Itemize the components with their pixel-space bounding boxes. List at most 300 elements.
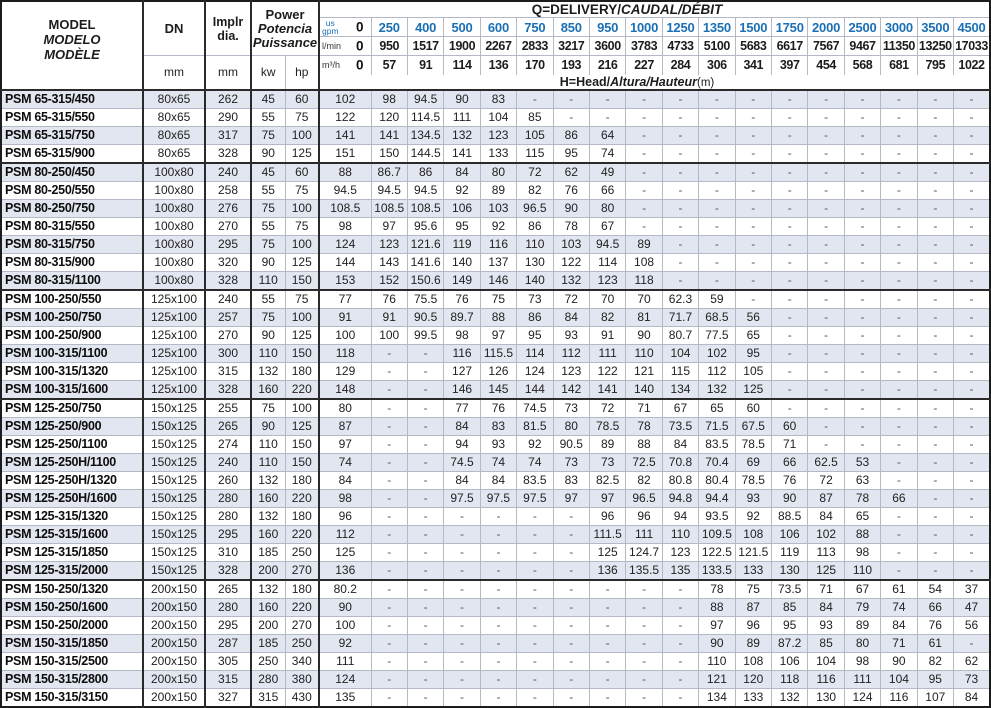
head-value-cell: 116 bbox=[808, 670, 844, 688]
lmin-flow-value: 13250 bbox=[917, 37, 953, 56]
head-value-cell: 78 bbox=[553, 217, 589, 235]
head-value-cell: 78 bbox=[844, 489, 880, 507]
m3h-zero-value: 0 bbox=[356, 57, 364, 73]
head-value-cell: - bbox=[735, 90, 771, 109]
power-kw-cell: 200 bbox=[251, 616, 285, 634]
head-value-cell: 144 bbox=[517, 380, 553, 399]
power-column-header bbox=[251, 1, 319, 56]
pump-row bbox=[1, 362, 990, 380]
lmin-flow-value: 5100 bbox=[699, 37, 735, 56]
pump-row bbox=[1, 399, 990, 418]
impeller-dia-cell: 305 bbox=[205, 652, 251, 670]
head-value-cell: - bbox=[371, 507, 407, 525]
head-value-cell: 93 bbox=[480, 435, 516, 453]
power-kw-cell: 160 bbox=[251, 598, 285, 616]
head-value-cell: 86.7 bbox=[371, 163, 407, 182]
head-value-cell: - bbox=[444, 688, 480, 707]
head-value-cell: 126 bbox=[480, 362, 516, 380]
head-value-cell: 80.7 bbox=[662, 326, 698, 344]
head-value-cell: - bbox=[371, 670, 407, 688]
head-value-cell: - bbox=[954, 235, 990, 253]
power-kw-cell: 75 bbox=[251, 126, 285, 144]
power-hp-cell: 75 bbox=[285, 217, 319, 235]
head-value-cell: 106 bbox=[444, 199, 480, 217]
dn-cell: 150x125 bbox=[143, 561, 205, 580]
head-value-cell: - bbox=[699, 235, 735, 253]
head-value-cell: 144.5 bbox=[407, 144, 443, 163]
head-value-cell: 49 bbox=[589, 163, 625, 182]
head-value-cell: - bbox=[735, 253, 771, 271]
head-value-cell: 94.5 bbox=[407, 181, 443, 199]
head-value-cell: 122 bbox=[319, 108, 371, 126]
impeller-dia-cell: 240 bbox=[205, 453, 251, 471]
head-value-cell: 92 bbox=[517, 435, 553, 453]
head-value-cell: - bbox=[626, 217, 662, 235]
head-value-cell: - bbox=[444, 525, 480, 543]
head-value-cell: 94 bbox=[662, 507, 698, 525]
impeller-dia-cell: 287 bbox=[205, 634, 251, 652]
head-value-cell: - bbox=[808, 253, 844, 271]
model-name-cell: PSM 80-250/450 bbox=[1, 163, 143, 182]
head-value-cell: - bbox=[917, 308, 953, 326]
head-value-cell: 90 bbox=[319, 598, 371, 616]
head-value-cell: - bbox=[662, 616, 698, 634]
power-hp-cell: 180 bbox=[285, 580, 319, 599]
model-name-cell: PSM 100-315/1100 bbox=[1, 344, 143, 362]
dn-cell: 150x125 bbox=[143, 471, 205, 489]
dn-cell: 100x80 bbox=[143, 271, 205, 290]
head-value-cell: 84 bbox=[319, 471, 371, 489]
head-value-cell: 76 bbox=[480, 399, 516, 418]
head-value-cell: - bbox=[553, 543, 589, 561]
head-value-cell: - bbox=[808, 126, 844, 144]
head-value-cell: 90 bbox=[553, 199, 589, 217]
head-value-cell: - bbox=[735, 144, 771, 163]
head-value-cell: 95 bbox=[517, 326, 553, 344]
power-hp-cell: 125 bbox=[285, 144, 319, 163]
gpm-flow-value: 600 bbox=[480, 18, 516, 37]
head-value-cell: - bbox=[917, 507, 953, 525]
dn-cell: 150x125 bbox=[143, 453, 205, 471]
gpm-flow-value: 4500 bbox=[954, 18, 990, 37]
head-value-cell: - bbox=[771, 271, 807, 290]
power-kw-cell: 90 bbox=[251, 253, 285, 271]
head-value-cell: 71.5 bbox=[699, 417, 735, 435]
head-value-cell: - bbox=[771, 144, 807, 163]
power-kw-cell: 132 bbox=[251, 471, 285, 489]
head-value-cell: - bbox=[954, 435, 990, 453]
head-value-cell: - bbox=[662, 163, 698, 182]
head-value-cell: 97.5 bbox=[517, 489, 553, 507]
pump-row bbox=[1, 417, 990, 435]
head-value-cell: 77 bbox=[444, 399, 480, 418]
head-value-cell: - bbox=[844, 144, 880, 163]
head-value-cell: 123 bbox=[662, 543, 698, 561]
head-value-cell: - bbox=[407, 453, 443, 471]
head-value-cell: - bbox=[589, 634, 625, 652]
head-value-cell: 72 bbox=[553, 290, 589, 309]
power-kw-cell: 110 bbox=[251, 435, 285, 453]
gpm-flow-value: 2500 bbox=[844, 18, 880, 37]
head-value-cell: - bbox=[881, 525, 917, 543]
head-value-cell: - bbox=[808, 235, 844, 253]
model-name-cell: PSM 150-250/1320 bbox=[1, 580, 143, 599]
head-value-cell: 96.5 bbox=[517, 199, 553, 217]
impeller-dia-line1: Implr bbox=[212, 14, 244, 29]
head-value-cell: - bbox=[917, 126, 953, 144]
model-name-cell: PSM 100-250/900 bbox=[1, 326, 143, 344]
head-value-cell: 132 bbox=[553, 271, 589, 290]
head-value-cell: 94 bbox=[444, 435, 480, 453]
model-name-cell: PSM 125-250/1100 bbox=[1, 435, 143, 453]
head-value-cell: 84 bbox=[808, 598, 844, 616]
head-value-cell: 99.5 bbox=[407, 326, 443, 344]
head-value-cell: 73 bbox=[589, 453, 625, 471]
head-value-cell: - bbox=[699, 126, 735, 144]
power-kw-cell: 110 bbox=[251, 271, 285, 290]
head-value-cell: 96 bbox=[589, 507, 625, 525]
head-value-cell: - bbox=[626, 634, 662, 652]
dn-mm-unit: mm bbox=[143, 56, 205, 90]
head-value-cell: 73 bbox=[553, 453, 589, 471]
gpm-flow-value: 1000 bbox=[626, 18, 662, 37]
head-value-cell: 150.6 bbox=[407, 271, 443, 290]
head-value-cell: - bbox=[954, 471, 990, 489]
head-value-cell: 125 bbox=[319, 543, 371, 561]
m3h-flow-value: 91 bbox=[407, 56, 443, 75]
m3h-flow-value: 57 bbox=[371, 56, 407, 75]
head-value-cell: - bbox=[662, 90, 698, 109]
power-hp-cell: 75 bbox=[285, 290, 319, 309]
head-value-cell: - bbox=[917, 271, 953, 290]
pump-row bbox=[1, 489, 990, 507]
head-value-cell: - bbox=[553, 670, 589, 688]
head-value-cell: 116 bbox=[444, 344, 480, 362]
power-hp-cell: 100 bbox=[285, 308, 319, 326]
head-value-cell: - bbox=[954, 326, 990, 344]
head-value-cell: - bbox=[662, 199, 698, 217]
head-value-cell: 75.5 bbox=[407, 290, 443, 309]
head-value-cell: 93 bbox=[735, 489, 771, 507]
head-value-cell: - bbox=[480, 507, 516, 525]
head-value-cell: 111.5 bbox=[589, 525, 625, 543]
head-value-cell: - bbox=[844, 217, 880, 235]
model-name-cell: PSM 65-315/550 bbox=[1, 108, 143, 126]
head-value-cell: - bbox=[954, 344, 990, 362]
head-value-cell: - bbox=[371, 634, 407, 652]
head-value-cell: - bbox=[371, 525, 407, 543]
power-kw-cell: 55 bbox=[251, 181, 285, 199]
head-value-cell: 105 bbox=[517, 126, 553, 144]
head-value-cell: - bbox=[626, 181, 662, 199]
head-value-cell: - bbox=[954, 308, 990, 326]
head-value-cell: - bbox=[771, 326, 807, 344]
head-value-cell: - bbox=[407, 580, 443, 599]
head-value-cell: 105 bbox=[735, 362, 771, 380]
head-value-cell: - bbox=[954, 108, 990, 126]
head-value-cell: - bbox=[881, 126, 917, 144]
model-name-cell: PSM 150-250/1600 bbox=[1, 598, 143, 616]
head-value-cell: 121.5 bbox=[735, 543, 771, 561]
pump-row bbox=[1, 344, 990, 362]
head-value-cell: 80.2 bbox=[319, 580, 371, 599]
power-kw-cell: 160 bbox=[251, 380, 285, 399]
head-value-cell: - bbox=[371, 362, 407, 380]
m3h-flow-value: 216 bbox=[589, 56, 625, 75]
gpm-flow-value: 500 bbox=[444, 18, 480, 37]
lmin-flow-value: 2833 bbox=[517, 37, 553, 56]
head-value-cell: - bbox=[626, 616, 662, 634]
pump-row bbox=[1, 253, 990, 271]
head-value-cell: 98 bbox=[319, 489, 371, 507]
lmin-flow-value: 7567 bbox=[808, 37, 844, 56]
model-name-cell: PSM 150-315/3150 bbox=[1, 688, 143, 707]
head-value-cell: 97 bbox=[553, 489, 589, 507]
head-value-cell: 119 bbox=[444, 235, 480, 253]
lmin-unit-cell bbox=[319, 37, 371, 56]
head-value-cell: 108 bbox=[626, 253, 662, 271]
head-value-cell: 141 bbox=[371, 126, 407, 144]
head-value-cell: - bbox=[881, 235, 917, 253]
impeller-dia-cell: 290 bbox=[205, 108, 251, 126]
head-value-cell: - bbox=[771, 108, 807, 126]
head-value-cell: 96.5 bbox=[626, 489, 662, 507]
head-value-cell: 104 bbox=[662, 344, 698, 362]
head-value-cell: - bbox=[917, 344, 953, 362]
power-kw-cell: 315 bbox=[251, 688, 285, 707]
head-value-cell: 108.5 bbox=[319, 199, 371, 217]
head-value-cell: - bbox=[844, 326, 880, 344]
head-value-cell: - bbox=[699, 271, 735, 290]
power-hp-cell: 100 bbox=[285, 199, 319, 217]
head-value-cell: - bbox=[954, 489, 990, 507]
head-value-cell: - bbox=[407, 543, 443, 561]
power-kw-cell: 132 bbox=[251, 580, 285, 599]
head-value-cell: 74.5 bbox=[444, 453, 480, 471]
head-value-cell: 110 bbox=[662, 525, 698, 543]
head-value-cell: 120 bbox=[371, 108, 407, 126]
head-value-cell: - bbox=[771, 181, 807, 199]
model-name-cell: PSM 125-315/2000 bbox=[1, 561, 143, 580]
dn-cell: 100x80 bbox=[143, 163, 205, 182]
pump-row bbox=[1, 308, 990, 326]
head-value-cell: 92 bbox=[319, 634, 371, 652]
head-value-cell: 65 bbox=[735, 326, 771, 344]
head-value-cell: - bbox=[881, 380, 917, 399]
impeller-dia-cell: 276 bbox=[205, 199, 251, 217]
head-value-cell: 134.5 bbox=[407, 126, 443, 144]
head-value-cell: - bbox=[407, 489, 443, 507]
head-value-cell: 135.5 bbox=[626, 561, 662, 580]
head-value-cell: - bbox=[371, 417, 407, 435]
dn-cell: 100x80 bbox=[143, 217, 205, 235]
head-value-cell: 71 bbox=[808, 580, 844, 599]
hp-unit: hp bbox=[285, 56, 319, 90]
pump-row bbox=[1, 471, 990, 489]
head-value-cell: - bbox=[844, 344, 880, 362]
head-value-cell: - bbox=[881, 199, 917, 217]
us-gpm-unit-label: us gpm bbox=[322, 18, 339, 36]
head-value-cell: 100 bbox=[319, 616, 371, 634]
head-value-cell: - bbox=[771, 362, 807, 380]
dn-cell: 100x80 bbox=[143, 235, 205, 253]
head-value-cell: - bbox=[371, 380, 407, 399]
head-value-cell: 135 bbox=[662, 561, 698, 580]
power-kw-cell: 45 bbox=[251, 163, 285, 182]
head-value-cell: 97 bbox=[589, 489, 625, 507]
power-hp-cell: 250 bbox=[285, 543, 319, 561]
pump-row bbox=[1, 670, 990, 688]
head-value-cell: 66 bbox=[589, 181, 625, 199]
head-value-cell: - bbox=[517, 616, 553, 634]
impeller-dia-cell: 265 bbox=[205, 580, 251, 599]
head-value-cell: 84 bbox=[553, 308, 589, 326]
impeller-dia-cell: 240 bbox=[205, 290, 251, 309]
head-value-cell: - bbox=[444, 598, 480, 616]
head-value-cell: - bbox=[407, 399, 443, 418]
head-value-cell: - bbox=[444, 616, 480, 634]
head-value-cell: - bbox=[954, 543, 990, 561]
dn-cell: 125x100 bbox=[143, 362, 205, 380]
head-value-cell: 124 bbox=[319, 235, 371, 253]
pump-row bbox=[1, 235, 990, 253]
head-value-cell: - bbox=[407, 634, 443, 652]
model-header-line2: MODELO bbox=[43, 31, 101, 47]
head-value-cell: - bbox=[517, 525, 553, 543]
head-value-cell: 91 bbox=[319, 308, 371, 326]
head-value-cell: - bbox=[881, 326, 917, 344]
pump-row bbox=[1, 144, 990, 163]
head-value-cell: 124 bbox=[844, 688, 880, 707]
head-value-cell: 132 bbox=[771, 688, 807, 707]
head-value-cell: - bbox=[626, 598, 662, 616]
head-value-cell: 125 bbox=[735, 380, 771, 399]
head-value-cell: 97 bbox=[699, 616, 735, 634]
head-value-cell: - bbox=[808, 108, 844, 126]
head-value-cell: - bbox=[626, 126, 662, 144]
head-value-cell: - bbox=[844, 308, 880, 326]
head-value-cell: 123 bbox=[589, 271, 625, 290]
head-value-cell: - bbox=[844, 253, 880, 271]
head-value-cell: - bbox=[735, 290, 771, 309]
head-value-cell: 88.5 bbox=[771, 507, 807, 525]
head-value-cell: - bbox=[553, 634, 589, 652]
gpm-flow-value: 1250 bbox=[662, 18, 698, 37]
lmin-flow-value: 3783 bbox=[626, 37, 662, 56]
head-value-cell: 108.5 bbox=[407, 199, 443, 217]
m3h-flow-value: 454 bbox=[808, 56, 844, 75]
head-value-cell: - bbox=[699, 181, 735, 199]
head-value-cell: 95 bbox=[735, 344, 771, 362]
delivery-title-italic: CAUDAL/DÉBIT bbox=[620, 2, 723, 17]
head-value-cell: - bbox=[517, 652, 553, 670]
head-value-cell: 94.5 bbox=[407, 90, 443, 109]
head-value-cell: 93 bbox=[553, 326, 589, 344]
head-value-cell: 94.5 bbox=[589, 235, 625, 253]
model-name-cell: PSM 80-315/1100 bbox=[1, 271, 143, 290]
head-value-cell: - bbox=[917, 235, 953, 253]
head-value-cell: - bbox=[699, 253, 735, 271]
m3h-flow-value: 227 bbox=[626, 56, 662, 75]
head-value-cell: - bbox=[444, 507, 480, 525]
head-value-cell: - bbox=[662, 634, 698, 652]
model-name-cell: PSM 65-315/750 bbox=[1, 126, 143, 144]
head-value-cell: - bbox=[771, 235, 807, 253]
pump-row bbox=[1, 90, 990, 109]
head-value-cell: 98 bbox=[444, 326, 480, 344]
head-value-cell: - bbox=[881, 561, 917, 580]
head-value-cell: - bbox=[954, 380, 990, 399]
head-value-cell: 60 bbox=[735, 399, 771, 418]
impeller-dia-line2: dia. bbox=[217, 28, 239, 43]
power-hp-cell: 150 bbox=[285, 435, 319, 453]
lmin-flow-value: 9467 bbox=[844, 37, 880, 56]
head-value-cell: 108.5 bbox=[371, 199, 407, 217]
head-value-cell: - bbox=[735, 108, 771, 126]
head-value-cell: 110 bbox=[517, 235, 553, 253]
head-value-cell: 110 bbox=[699, 652, 735, 670]
head-value-cell: 104 bbox=[480, 108, 516, 126]
head-value-cell: 113 bbox=[808, 543, 844, 561]
head-value-cell: - bbox=[808, 417, 844, 435]
head-value-cell: 65 bbox=[844, 507, 880, 525]
gpm-flow-value: 3000 bbox=[881, 18, 917, 37]
head-value-cell: 141.6 bbox=[407, 253, 443, 271]
head-value-cell: 95 bbox=[771, 616, 807, 634]
head-value-cell: - bbox=[954, 362, 990, 380]
head-value-cell: 108 bbox=[735, 652, 771, 670]
head-value-cell: - bbox=[844, 126, 880, 144]
power-kw-cell: 55 bbox=[251, 217, 285, 235]
model-header-line1: MODEL bbox=[48, 16, 96, 32]
dn-cell: 100x80 bbox=[143, 181, 205, 199]
power-hp-cell: 270 bbox=[285, 616, 319, 634]
head-value-cell: - bbox=[808, 144, 844, 163]
head-value-cell: - bbox=[917, 217, 953, 235]
head-value-cell: 84 bbox=[881, 616, 917, 634]
head-value-cell: - bbox=[917, 471, 953, 489]
head-value-cell: - bbox=[808, 380, 844, 399]
head-value-cell: - bbox=[589, 652, 625, 670]
head-value-cell: - bbox=[917, 380, 953, 399]
pump-row bbox=[1, 326, 990, 344]
head-value-cell: 144 bbox=[319, 253, 371, 271]
lmin-flow-value: 2267 bbox=[480, 37, 516, 56]
head-value-cell: - bbox=[517, 561, 553, 580]
head-value-cell: 91 bbox=[589, 326, 625, 344]
head-value-cell: 88 bbox=[480, 308, 516, 326]
head-value-cell: 54 bbox=[917, 580, 953, 599]
impeller-dia-cell: 280 bbox=[205, 489, 251, 507]
head-value-cell: - bbox=[735, 235, 771, 253]
head-value-cell: - bbox=[371, 616, 407, 634]
head-value-cell: 100 bbox=[319, 326, 371, 344]
power-header-line1: Power bbox=[265, 6, 305, 22]
impeller-dia-cell: 270 bbox=[205, 326, 251, 344]
head-value-cell: - bbox=[480, 525, 516, 543]
impeller-dia-cell: 295 bbox=[205, 525, 251, 543]
gpm-flow-value: 2000 bbox=[808, 18, 844, 37]
head-value-cell: 149 bbox=[444, 271, 480, 290]
lmin-flow-value: 4733 bbox=[662, 37, 698, 56]
head-value-cell: 133 bbox=[480, 144, 516, 163]
head-value-cell: - bbox=[808, 435, 844, 453]
head-value-cell: 80 bbox=[589, 199, 625, 217]
power-kw-cell: 110 bbox=[251, 453, 285, 471]
head-value-cell: 93.5 bbox=[699, 507, 735, 525]
head-value-cell: 97 bbox=[480, 326, 516, 344]
head-value-cell: - bbox=[553, 108, 589, 126]
